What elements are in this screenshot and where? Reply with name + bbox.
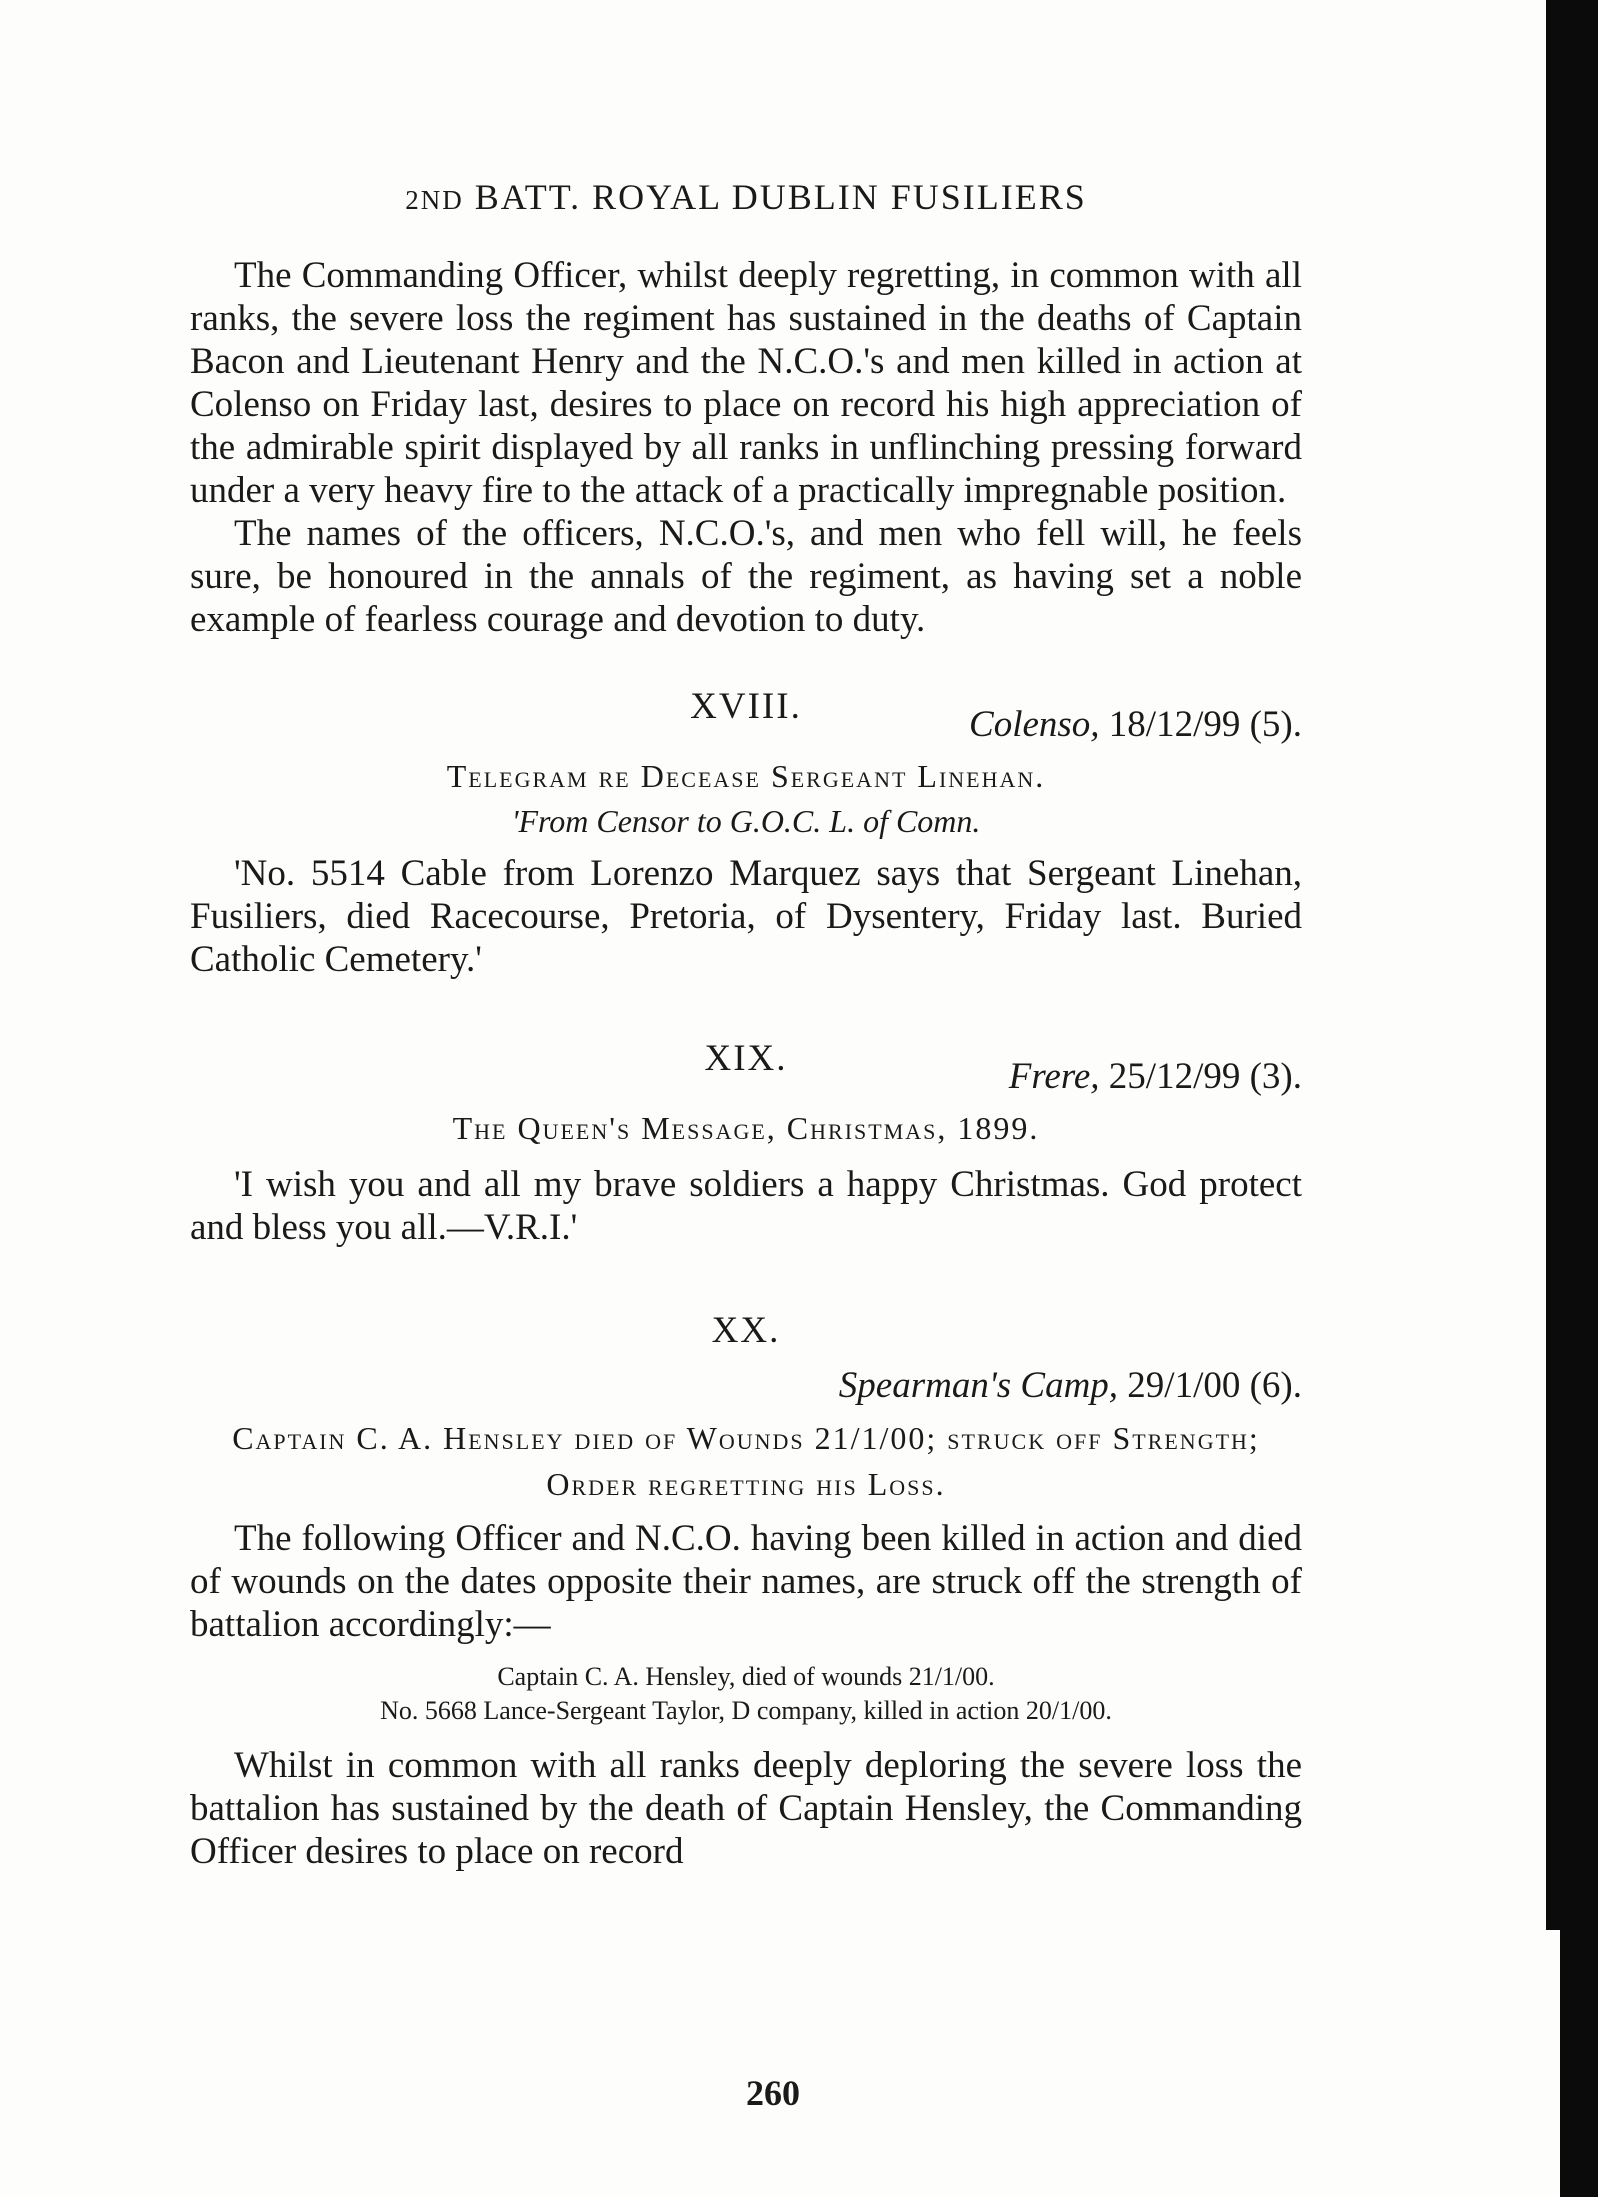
running-head-title: BATT. ROYAL DUBLIN FUSILIERS (474, 177, 1087, 217)
list-item: Captain C. A. Hensley, died of wounds 21/1/00. (497, 1662, 995, 1691)
intro-paragraph-2: The names of the officers, N.C.O.'s, and men who fell will, he feels sure, be honoured in the annals of the regiment, as having set a noble example of fearless courage and devotion to duty. (190, 513, 1302, 640)
section-title: Telegram re Decease Sergeant Linehan. (446, 758, 1046, 794)
section-xix-heading (190, 1037, 1302, 1097)
section-numeral: XIX. (704, 1038, 788, 1079)
section-title: The Queen's Message, Christmas, 1899. (452, 1110, 1040, 1146)
page-number: 260 (746, 2073, 800, 2113)
section-place-date (190, 1364, 1302, 1407)
running-head (190, 176, 1302, 218)
running-head-prefix: 2ND (405, 185, 464, 215)
section-title: Captain C. A. Hensley died of Wounds 21/1/00; struck off Strength; Order regretting his Loss. (232, 1420, 1260, 1502)
section-date: 29/1/00 (6). (1127, 1365, 1302, 1406)
section-place-date (969, 703, 1302, 746)
scan-edge-gap (1546, 1930, 1560, 2197)
section-closing: Whilst in common with all ranks deeply deploring the severe loss the battalion has sustained by the death of Captain Hensley, the Commanding Officer desires to place on record (190, 1745, 1302, 1872)
casualty-list (190, 1660, 1302, 1728)
section-body: 'No. 5514 Cable from Lorenzo Marquez says that Sergeant Linehan, Fusiliers, died Racecourse, Pretoria, of Dysentery, Friday last. Buried Catholic Cemetery.' (190, 853, 1302, 980)
section-place: Colenso, (969, 704, 1100, 745)
section-place: Spearman's Camp, (838, 1365, 1119, 1406)
section-place-date (1009, 1055, 1302, 1098)
section-numeral: XX. (711, 1310, 781, 1351)
section-numeral: XVIII. (690, 686, 802, 727)
section-body: 'I wish you and all my brave soldiers a happy Christmas. God protect and bless you all.—V.R.I.' (190, 1164, 1302, 1248)
list-item: No. 5668 Lance-Sergeant Taylor, D company, killed in action 20/1/00. (380, 1696, 1112, 1725)
section-body: The following Officer and N.C.O. having been killed in action and died of wounds on the dates opposite their names, are struck off the strength of battalion accordingly:— (190, 1518, 1302, 1645)
section-place: Frere, (1008, 1056, 1100, 1097)
scan-edge-bar (1546, 0, 1598, 2197)
section-xviii-heading (190, 685, 1302, 745)
section-date: 25/12/99 (3). (1108, 1056, 1302, 1097)
intro-paragraph-1: The Commanding Officer, whilst deeply regretting, in common with all ranks, the severe loss the regiment has sustained in the deaths of Captain Bacon and Lieutenant Henry and the N.C.O.'s and men killed in action at Colenso on Friday last, desires to place on record his high appreciation of the admirable spirit displayed by all ranks in unflinching pressing forward under a very heavy fire to the attack of a practically impregnable position. (190, 255, 1302, 511)
section-subtitle: 'From Censor to G.O.C. L. of Comn. (511, 803, 981, 839)
section-date: 18/12/99 (5). (1108, 704, 1302, 745)
page-content (190, 160, 1302, 1873)
